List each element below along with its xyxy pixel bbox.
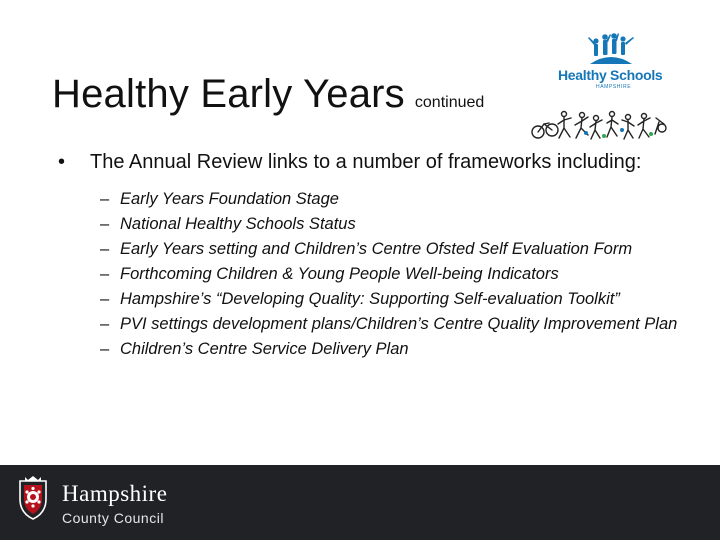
healthy-schools-logo xyxy=(552,30,702,142)
bullet-mark: • xyxy=(58,151,66,173)
dash-mark: – xyxy=(100,265,110,283)
title-suffix: continued xyxy=(414,94,485,111)
frameworks-list xyxy=(58,189,678,359)
dash-mark: – xyxy=(100,190,110,208)
children-silhouette-icon xyxy=(584,32,638,66)
footer-bar xyxy=(0,465,720,540)
playing-children-icon xyxy=(528,108,674,142)
list-item: – PVI settings development plans/Children’s Centre Quality Improvement Plan xyxy=(100,315,678,333)
list-item: – Early Years Foundation Stage xyxy=(100,190,339,208)
dash-mark: – xyxy=(100,240,110,258)
dash-mark: – xyxy=(100,315,110,333)
list-item: – Early Years setting and Children’s Centre Ofsted Self Evaluation Form xyxy=(100,240,633,258)
dash-mark: – xyxy=(100,340,110,358)
list-item: – Forthcoming Children & Young People Well-being Indicators xyxy=(100,265,559,283)
slide-content xyxy=(58,150,678,364)
dash-mark: – xyxy=(100,290,110,308)
list-item: – Hampshire’s “Developing Quality: Supporting Self-evaluation Toolkit” xyxy=(100,290,620,308)
org-subtitle: County Council xyxy=(62,510,164,526)
list-item: – Children’s Centre Service Delivery Plan xyxy=(100,340,409,358)
main-bullet-text: The Annual Review links to a number of frameworks including: xyxy=(90,151,642,173)
slide-title xyxy=(52,72,484,117)
title-text: Healthy Early Years xyxy=(52,72,405,116)
list-item: – National Healthy Schools Status xyxy=(100,215,356,233)
logo-wordmark: Healthy Schools xyxy=(558,67,663,83)
main-bullet xyxy=(58,150,678,175)
county-crest-icon xyxy=(16,475,50,521)
dash-mark: – xyxy=(100,215,110,233)
logo-tagline: HAMPSHIRE xyxy=(596,84,632,90)
org-name: Hampshire xyxy=(62,481,168,506)
